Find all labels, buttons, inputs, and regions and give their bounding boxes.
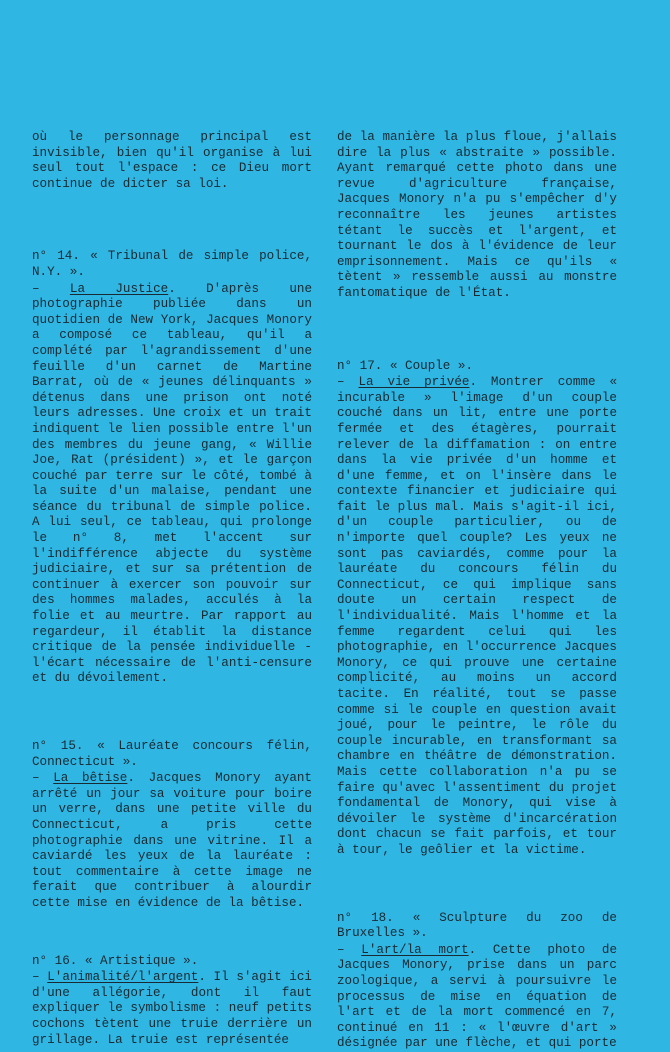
entry-body [337, 943, 617, 1052]
entry-title: L'animalité/l'argent [47, 970, 199, 985]
entry-text: . Montrer comme « incurable » l'image d'un couple couché dans un lit, entre une porte fermée et des étagères, pourrait relever de la diffamation : on entre dans la vie privée d'un homme et d'une femme, et on l'insère dans le contexte financier et judiciaire qui fait le plus mal. Mais s'agit-il ici, d'un couple particulier, ou de n'importe quel couple? Les yeux ne sont pas caviardés, comme pour la lauréate du concours félin du Connecticut, ce qui implique sans doute un certain respect de l'individualité. Mais l'homme et la femme regardent celui qui les photographie, en l'occurrence Jacques Monory, ce qui prouve une certaine complicité, au moins un accord tacite. En réalité, tout se passe comme si le couple en question avait joué, pour le peintre, le rôle du couple incurable, en transformant sa chambre en théâtre de démonstration. Mais cette collaboration n'a pu se faire qu'avec l'assentiment du projet fondamental de Monory, qui vise à dévoiler le système d'incarcération dont chacun se fait parfois, et tour à tour, le geôlier et la victime. [337, 375, 618, 857]
entry-body [32, 282, 312, 687]
entry-17 [337, 359, 617, 859]
entry-heading: n° 14. « Tribunal de simple police, N.Y. ». [32, 249, 312, 279]
entry-heading: n° 16. « Artistique ». [32, 953, 199, 968]
left-column [32, 130, 312, 1048]
entry-title: La bêtise [53, 771, 128, 786]
dash: – [337, 942, 362, 957]
entry-body [337, 375, 617, 858]
entry-text: . D'après une photographie publiée dans un quotidien de New York, Jacques Monory a composé ce tableau, qu'il a complété par l'agrandissement d'une feuille d'un carnet de Martine Barrat, où de « jeunes délinquants » détenus dans une prison ont noté leurs adresses. Une croix et un trait indiquent le lien possible entre l'un des membres du jeune gang, « Willie Joe, Rat (président) », et le garçon couché par terre sur le côté, tombé à la suite d'un malaise, pendant une séance du tribunal de simple police. A lui seul, ce tableau, qui prolonge le n° 8, met l'accent sur l'indifférence abjecte du système judiciaire, et sur sa prétention de continuer à exercer son pouvoir sur des hommes malades, acculés à la folie et au meurtre. Par rapport au regardeur, il établit la distance critique de la pensée individuelle - l'écart nécessaire de l'anti-censure et du dévoilement. [32, 281, 313, 686]
intro-text: où le personnage principal est invisible, bien qu'il organise à lui seul tout l'espace : ce Dieu mort continue de dicter sa loi. [32, 130, 312, 191]
entry-text: . Il s'agit ici d'une allégorie, dont il faut expliquer le symbolisme : neuf petits cochons tètent une truie derrière un grillage. La truie est représentée [32, 970, 312, 1047]
entry-title: La vie privée [358, 375, 470, 390]
left-intro-paragraph [32, 130, 312, 192]
entry-body [32, 970, 312, 1048]
entry-heading: n° 17. « Couple ». [337, 358, 474, 373]
right-column [337, 130, 617, 1052]
entry-body [32, 771, 312, 911]
entry-title: La Justice [69, 281, 169, 296]
entry-15 [32, 739, 312, 912]
entry-18 [337, 911, 617, 1052]
dash: – [337, 375, 359, 390]
entry-title: L'art/la mort [361, 942, 469, 957]
dash: – [32, 970, 48, 985]
intro-text: de la manière la plus floue, j'allais dire la plus « abstraite » possible. Ayant remarqué cette photo dans une revue d'agriculture française, Jacques Monory n'a pu s'empêcher d'y reconnaître les jeunes artistes tétant le succès et l'argent, et tournant le dos à l'évidence de leur emprisonnement. Mais ce qu'ils « tètent » ressemble aussi au monstre fantomatique de l'État. [337, 130, 617, 300]
entry-text: . Cette photo de Jacques Monory, prise dans un parc zoologique, a servi à poursuivre le processus de mise en équation de l'art et de la mort commencé en 7, continué en 11 : « l'œuvre d'art » désignée par une flèche, et qui porte [337, 942, 617, 1051]
dash: – [32, 281, 70, 296]
entry-heading: n° 18. « Sculpture du zoo de Bruxelles ». [337, 910, 617, 941]
dash: – [32, 771, 54, 786]
right-intro-paragraph [337, 130, 617, 302]
entry-14 [32, 249, 312, 687]
entry-16 [32, 954, 312, 1049]
entry-text: . Jacques Monory ayant arrêté un jour sa voiture pour boire un verre, dans une petite ville du Connecticut, a pris cette photographie dans une vitrine. Il a caviardé les yeux de la lauréate : tout commentaire à cette image ne ferait que contribuer à alourdir cette mise en évidence de la bêtise. [32, 771, 312, 910]
entry-heading: n° 15. « Lauréate concours félin, Connecticut ». [32, 739, 312, 769]
